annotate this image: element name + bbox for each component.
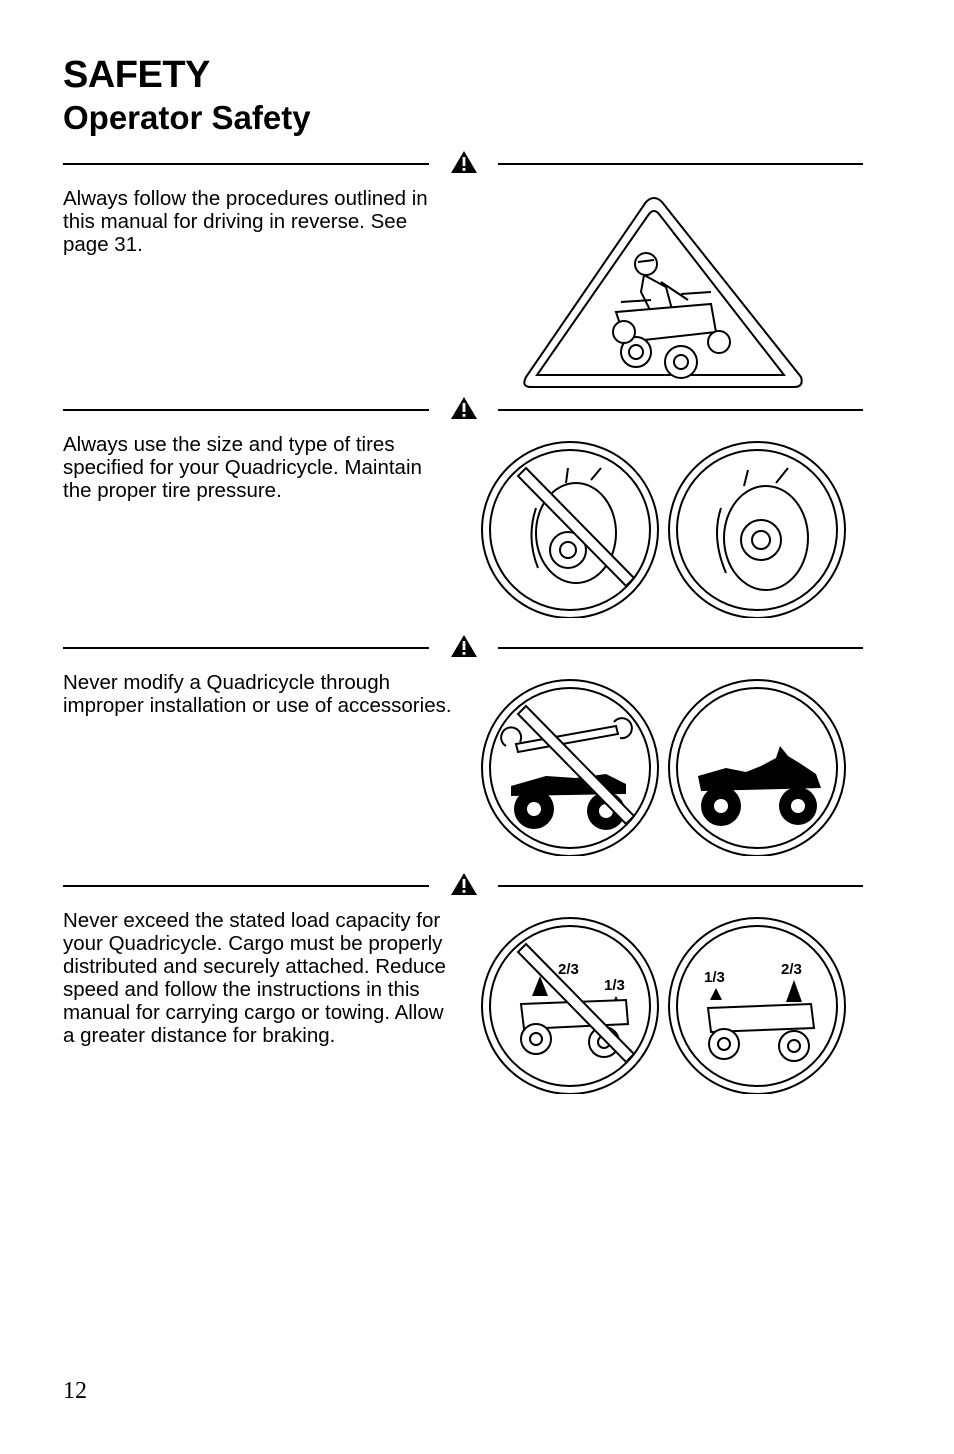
warning-section-reverse xyxy=(0,150,954,388)
tire-prohibited-vs-correct xyxy=(476,428,856,618)
load-label-front: 1/3 xyxy=(704,969,725,986)
divider-left xyxy=(63,409,429,411)
warning-text: Never exceed the stated load capacity for your Quadricycle. Cargo must be properly distributed and securely attached. Reduce speed and follow the instructions in this manual for carrying cargo or towing. Allow a greater distance for braking. xyxy=(63,909,446,1047)
divider-left xyxy=(63,647,429,649)
atv-silhouette xyxy=(698,746,821,826)
divider-left xyxy=(63,163,429,165)
page-title: SAFETY xyxy=(63,54,210,96)
warning-triangle-icon xyxy=(450,150,478,174)
prohibited-modification-figure xyxy=(482,680,658,856)
warning-triangle-icon xyxy=(450,634,478,658)
cargo-distribution xyxy=(476,904,856,1094)
load-marker-front xyxy=(710,988,722,1000)
load-marker-rear xyxy=(786,980,802,1002)
stock-atv-figure xyxy=(669,680,845,856)
warning-triangle-icon xyxy=(450,396,478,420)
divider-right xyxy=(498,409,863,411)
warning-text: Never modify a Quadricycle through improper installation or use of accessories. xyxy=(63,671,452,717)
correct-tire-figure xyxy=(669,442,845,618)
warning-section-cargo xyxy=(0,872,954,1110)
prohibited-tire-figure xyxy=(482,442,658,618)
page-number: 12 xyxy=(63,1378,87,1404)
divider-right xyxy=(498,647,863,649)
prohibited-cargo-figure xyxy=(482,918,658,1094)
divider-right xyxy=(498,885,863,887)
warning-text: Always follow the procedures outlined in this manual for driving in reverse. See page 31. xyxy=(63,187,428,256)
divider-right xyxy=(498,163,863,165)
atv-rider-warning-triangle xyxy=(476,182,816,392)
load-label-rear: 2/3 xyxy=(781,961,802,978)
warning-section-tires xyxy=(0,396,954,634)
section-subtitle: Operator Safety xyxy=(63,99,311,136)
load-label-rear: 1/3 xyxy=(604,977,625,994)
load-label-front: 2/3 xyxy=(558,961,579,978)
warning-triangle-icon xyxy=(450,872,478,896)
correct-cargo-figure xyxy=(669,918,845,1094)
warning-text: Always use the size and type of tires specified for your Quadricycle. Maintain the proper tire pressure. xyxy=(63,433,422,502)
modification-prohibited-vs-stock xyxy=(476,666,856,856)
warning-section-modify xyxy=(0,634,954,872)
divider-left xyxy=(63,885,429,887)
